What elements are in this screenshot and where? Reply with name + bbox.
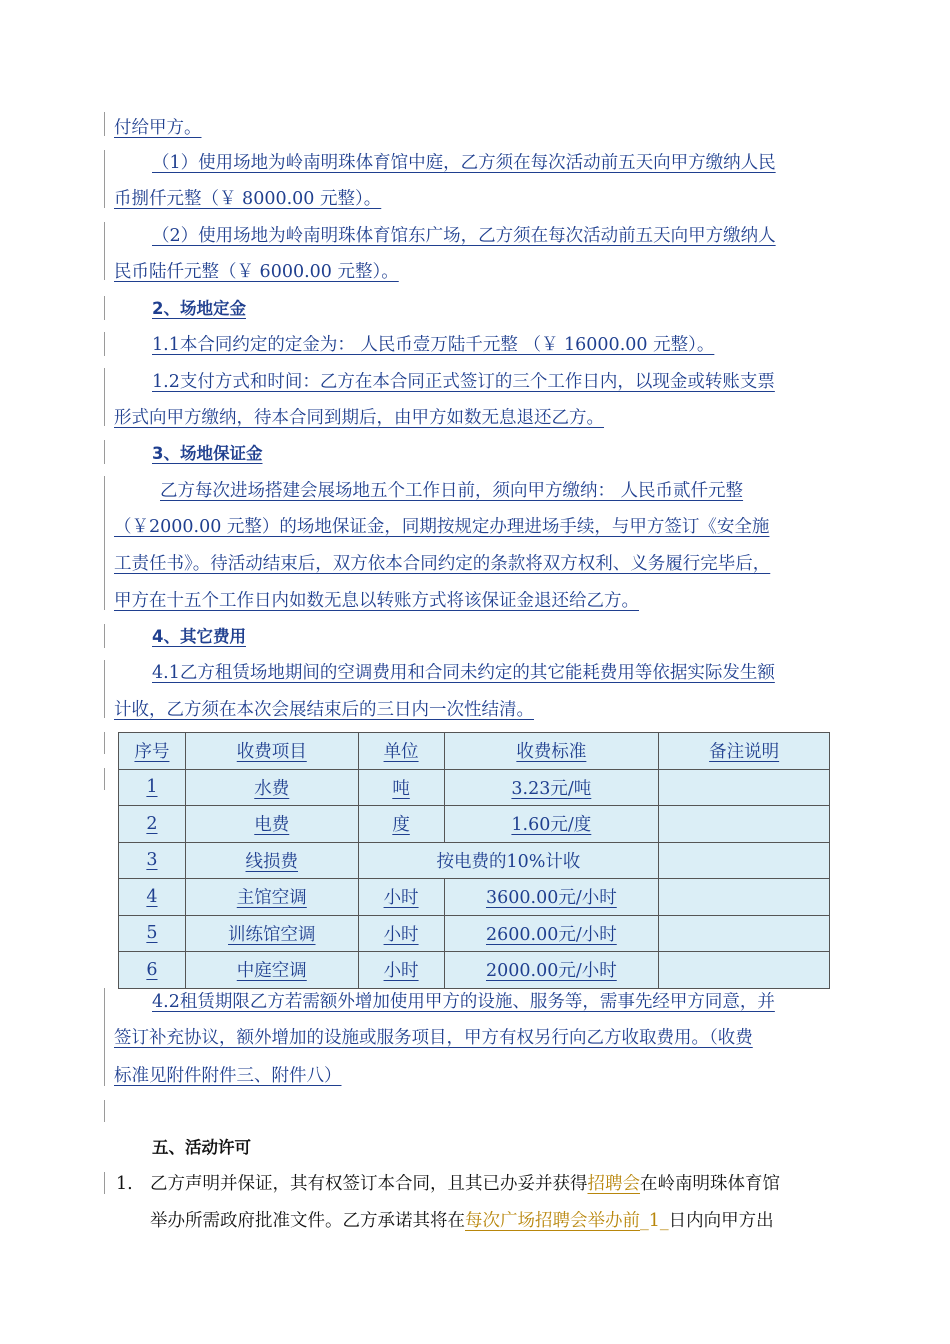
header-cell: 序号 (119, 733, 186, 770)
cell-note (659, 879, 830, 916)
cell-no: 6 (119, 952, 186, 989)
paragraph-line: 标准见附件附件三、附件八） (114, 1066, 342, 1086)
header-cell: 备注说明 (659, 733, 830, 770)
cell-no: 5 (119, 915, 186, 952)
form-field-link[interactable]: 招聘会 (587, 1174, 640, 1194)
revision-bar (104, 222, 105, 280)
cell-standard: 3.23元/吨 (444, 769, 659, 806)
revision-bar (104, 1100, 105, 1122)
cell-no: 3 (119, 842, 186, 879)
cell-item: 水费 (185, 769, 358, 806)
cell-unit: 小时 (358, 915, 444, 952)
revision-bar (104, 768, 105, 790)
revision-bar (104, 368, 105, 426)
revision-bar (104, 112, 105, 136)
header-cell: 收费标准 (444, 733, 659, 770)
list-item-text (150, 1209, 774, 1233)
section-heading: 3、场地保证金 (152, 444, 263, 463)
cell-item: 中庭空调 (185, 952, 358, 989)
table-row (119, 842, 830, 879)
paragraph-line: 签订补充协议，额外增加的设施或服务项目，甲方有权另行向乙方收取费用。（收费 (114, 1028, 753, 1048)
section-title: 五、活动许可 (152, 1138, 251, 1157)
text-run: 日内向甲方出 (668, 1211, 774, 1231)
header-cell: 收费项目 (185, 733, 358, 770)
header-cell: 单位 (358, 733, 444, 770)
paragraph-line: 乙方每次进场搭建会展场地五个工作日前，须向甲方缴纳： 人民币贰仟元整 (160, 481, 744, 501)
list-number: 1. (116, 1174, 133, 1194)
table-row (119, 915, 830, 952)
paragraph-line: 4.1乙方租赁场地期间的空调费用和合同未约定的其它能耗费用等依据实际发生额 (152, 663, 775, 683)
cell-note (659, 842, 830, 879)
paragraph-line: 4.2租赁期限乙方若需额外增加使用甲方的设施、服务等，需事先经甲方同意，并 (152, 992, 775, 1012)
table-row (119, 879, 830, 916)
paragraph-line: （1）使用场地为岭南明珠体育馆中庭，乙方须在每次活动前五天向甲方缴纳人民 (152, 153, 776, 173)
paragraph-line: 民币陆仟元整（￥ 6000.00 元整）。 (114, 262, 399, 282)
cell-standard: 1.60元/度 (444, 806, 659, 843)
fill-in-blank[interactable]: _1_ (640, 1211, 669, 1231)
paragraph-line: 工责任书》。待活动结束后，双方依本合同约定的条款将双方权利、义务履行完毕后， (114, 554, 771, 574)
form-field-link[interactable]: 每次广场招聘会举办前 (465, 1211, 640, 1231)
paragraph-line: 1.2支付方式和时间：乙方在本合同正式签订的三个工作日内，以现金或转账支票 (152, 372, 775, 392)
cell-unit: 度 (358, 806, 444, 843)
revision-bar (104, 660, 105, 718)
revision-bar (104, 732, 105, 754)
cell-standard: 3600.00元/小时 (444, 879, 659, 916)
table-row (119, 806, 830, 843)
section-heading (114, 625, 246, 649)
cell-item: 主馆空调 (185, 879, 358, 916)
paragraph-line: （2）使用场地为岭南明珠体育馆东广场，乙方须在每次活动前五天向甲方缴纳人 (152, 226, 776, 246)
cell-note (659, 769, 830, 806)
cell-item: 线损费 (185, 842, 358, 879)
table-header-row (119, 733, 830, 770)
revision-bar (104, 476, 105, 610)
cell-merged-standard: 按电费的10%计收 (358, 842, 659, 879)
cell-no: 2 (119, 806, 186, 843)
cell-note (659, 952, 830, 989)
fee-table (118, 732, 830, 989)
cell-standard: 2600.00元/小时 (444, 915, 659, 952)
cell-standard: 2000.00元/小时 (444, 952, 659, 989)
paragraph-line: 形式向甲方缴纳，待本合同到期后，由甲方如数无息退还乙方。 (114, 408, 604, 428)
revision-bar (104, 440, 105, 464)
cell-item: 电费 (185, 806, 358, 843)
revision-bar (104, 296, 105, 320)
cell-unit: 小时 (358, 879, 444, 916)
revision-bar (104, 150, 105, 208)
paragraph-line: 付给甲方。 (114, 118, 202, 138)
paragraph-line: 计收，乙方须在本次会展结束后的三日内一次性结清。 (114, 700, 534, 720)
list-item-text (150, 1172, 780, 1196)
cell-item: 训练馆空调 (185, 915, 358, 952)
revision-bar (104, 988, 105, 1086)
text-run: 举办所需政府批准文件。乙方承诺其将在 (150, 1211, 465, 1231)
cell-no: 1 (119, 769, 186, 806)
table-row (119, 769, 830, 806)
paragraph-line: （￥2000.00 元整）的场地保证金，同期按规定办理进场手续，与甲方签订《安全施 (114, 517, 770, 537)
revision-bar (104, 1172, 105, 1194)
section-heading: 2、场地定金 (152, 299, 246, 318)
text-run: 在岭南明珠体育馆 (640, 1174, 780, 1194)
cell-note (659, 806, 830, 843)
cell-unit: 吨 (358, 769, 444, 806)
revision-bar (104, 332, 105, 356)
cell-unit: 小时 (358, 952, 444, 989)
text-run: 乙方声明并保证，其有权签订本合同，且其已办妥并获得 (150, 1174, 588, 1194)
section-heading-text: 4、其它费用 (152, 627, 246, 646)
cell-note (659, 915, 830, 952)
paragraph-line: 甲方在十五个工作日内如数无息以转账方式将该保证金退还给乙方。 (114, 591, 639, 611)
paragraph-line: 1.1本合同约定的定金为： 人民币壹万陆千元整 （￥ 16000.00 元整）。 (152, 335, 715, 355)
table-row (119, 952, 830, 989)
cell-no: 4 (119, 879, 186, 916)
revision-bar (104, 624, 105, 648)
paragraph-line: 币捌仟元整（￥ 8000.00 元整）。 (114, 189, 382, 209)
